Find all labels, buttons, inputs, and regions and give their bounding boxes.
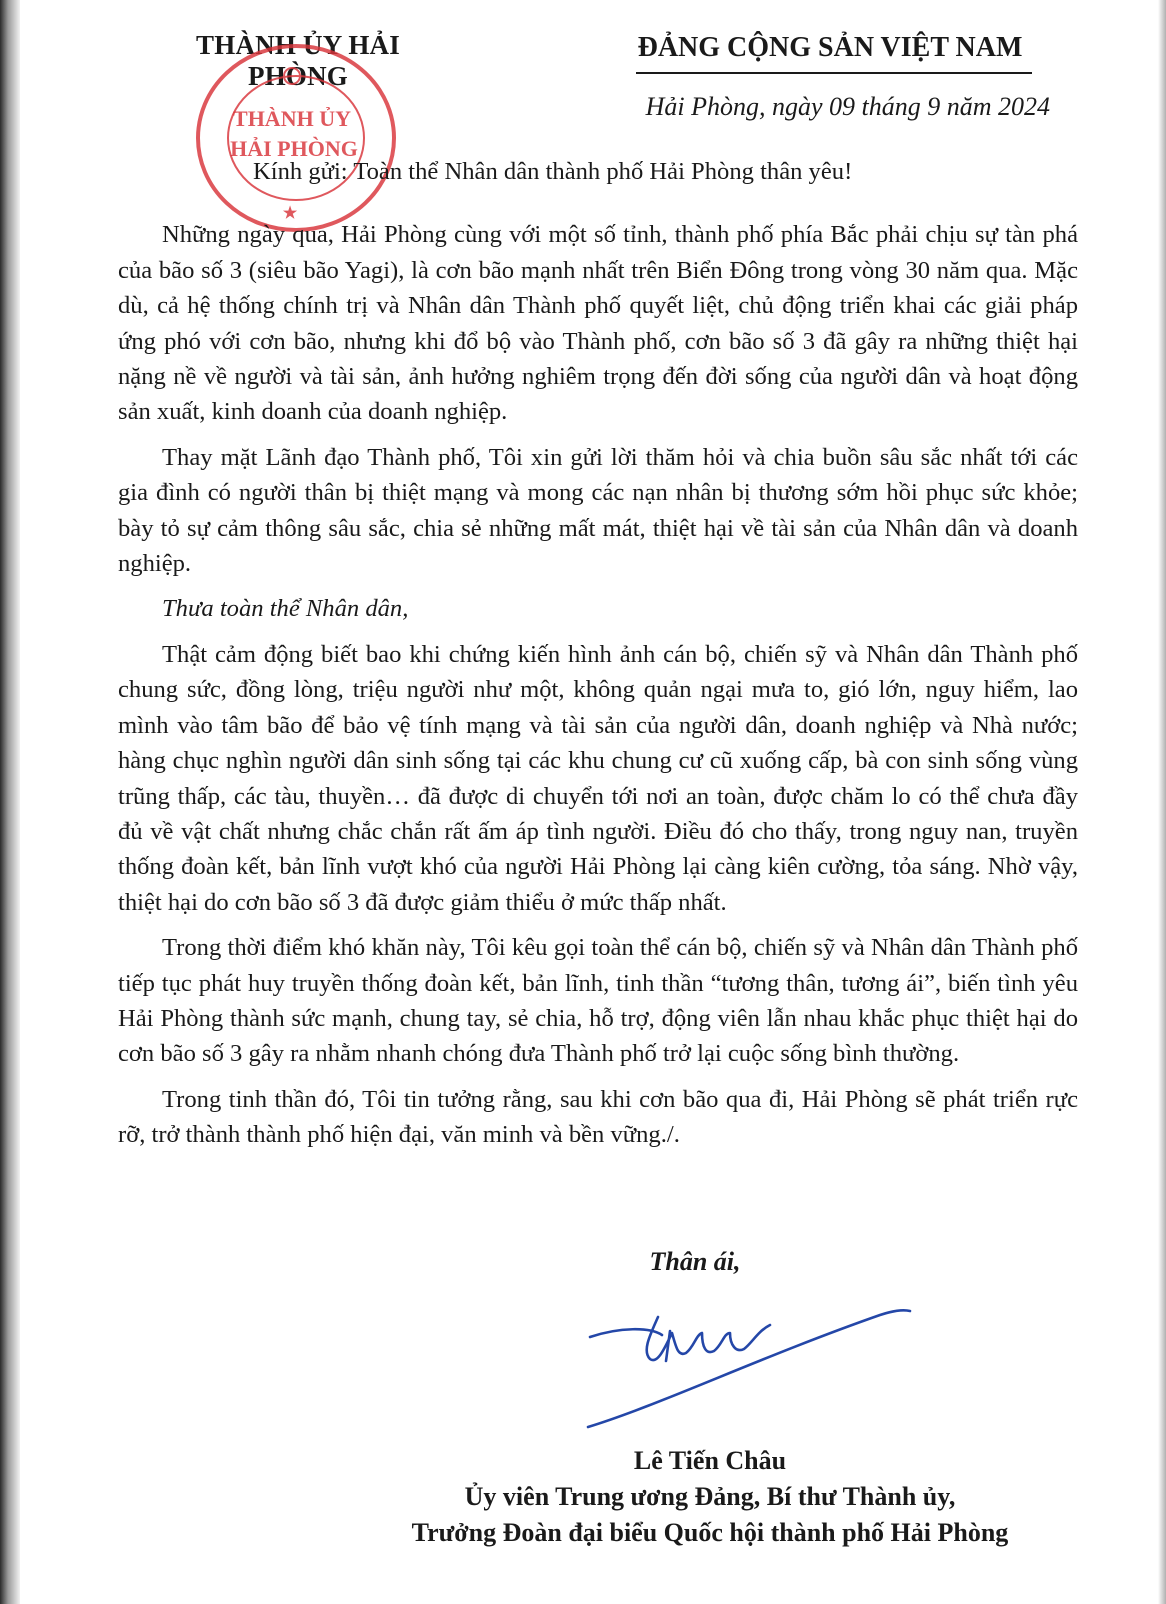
page-left-shadow <box>0 0 20 1604</box>
letter-paragraph-5: Trong tinh thần đó, Tôi tin tưởng rằng, sau khi cơn bão qua đi, Hải Phòng sẽ phát triển rực rỡ, trở thành thành phố hiện đại, văn minh và bền vững./. <box>118 1085 1078 1149</box>
letter-greeting: Kính gửi: Toàn thể Nhân dân thành phố Hải Phòng thân yêu! <box>253 158 853 185</box>
letter-paragraph-4: Trong thời điểm khó khăn này, Tôi kêu gọi toàn thể cán bộ, chiến sỹ và Nhân dân Thành phố tiếp tục phát huy truyền thống đoàn kết, bản lĩnh, tinh thần “tương thân, tương ái”, biến tình yêu Hải Phòng thành sức mạnh, chung tay, sẻ chia, hỗ trợ, động viên lẫn nhau khắc phục thiệt hại do cơn bão số 3 gây ra nhằm nhanh chóng đưa Thành phố trở lại cuộc sống bình thường. <box>118 934 1078 1068</box>
letter-date: Hải Phòng, ngày 09 tháng 9 năm 2024 <box>645 92 1050 121</box>
signatory-title-line1: Ủy viên Trung ương Đảng, Bí thư Thành ủy, <box>464 1482 956 1511</box>
letter-closing: Thân ái, <box>649 1247 741 1276</box>
party-name-heading: ĐẢNG CỘNG SẢN VIỆT NAM <box>637 32 1023 63</box>
heading-underline <box>636 72 1032 74</box>
signatory-title-line2: Trưởng Đoàn đại biểu Quốc hội thành phố Hải Phòng <box>411 1518 1009 1547</box>
issuing-body: THÀNH ỦY HẢI PHÒNG <box>196 30 400 91</box>
letter-salutation: Thưa toàn thể Nhân dân, <box>162 595 409 623</box>
letter-paragraph-2: Thay mặt Lãnh đạo Thành phố, Tôi xin gửi lời thăm hỏi và chia buồn sâu sắc nhất tới các gia đình có người thân bị thiệt mạng và mong các nạn nhân bị thương sớm hồi phục sức khỏe; bày tỏ sự cảm thông sâu sắc, chia sẻ những mất mát, thiệt hại về tài sản của Nhân dân và doanh nghiệp. <box>118 443 1078 578</box>
stamp-star-icon: ★ <box>282 205 298 222</box>
stamp-text-line1: THÀNH ỦY <box>233 106 351 131</box>
stamp-text-line2: HẢI PHÒNG <box>230 136 358 161</box>
letter-paragraph-3: Thật cảm động biết bao khi chứng kiến hình ảnh cán bộ, chiến sỹ và Nhân dân Thành phố chung sức, đồng lòng, triệu người như một, không quản ngại mưa to, gió lớn, nguy hiểm, lao mình vào tâm bão để bảo vệ tính mạng và tài sản của người dân, doanh nghiệp và Nhà nước; hàng chục nghìn người dân sinh sống tại các khu chung cư cũ xuống cấp, bà con sinh sống vùng trũng thấp, các tàu, thuyền… đã được di chuyển tới nơi an toàn, được chăm lo có thể chưa đầy đủ về vật chất nhưng chắc chắn rất ấm áp tình người. Điều đó cho thấy, trong nguy nan, truyền thống đoàn kết, bản lĩnh vượt khó của người Hải Phòng lại càng kiên cường, tỏa sáng. Nhờ vậy, thiệt hại do cơn bão số 3 đã được giảm thiểu ở mức thấp nhất. <box>118 640 1078 916</box>
signatory-name: Lê Tiến Châu <box>633 1446 787 1475</box>
page-right-shadow <box>1158 0 1166 1604</box>
signatory-block <box>380 1443 1040 1551</box>
letter-body <box>118 154 1078 1163</box>
letter-paragraph-1: Những ngày qua, Hải Phòng cùng với một số tỉnh, thành phố phía Bắc phải chịu sự tàn phá của bão số 3 (siêu bão Yagi), là cơn bão mạnh nhất trên Biển Đông trong vòng 30 năm qua. Mặc dù, cả hệ thống chính trị và Nhân dân Thành phố quyết liệt, chủ động triển khai các giải pháp ứng phó với cơn bão, nhưng khi đổ bộ vào Thành phố, cơn bão số 3 đã gây ra những thiệt hại nặng nề về người và tài sản, ảnh hưởng nghiêm trọng đến đời sống của người dân và hoạt động sản xuất, kinh doanh của doanh nghiệp. <box>118 221 1078 426</box>
handwritten-signature <box>580 1295 920 1435</box>
